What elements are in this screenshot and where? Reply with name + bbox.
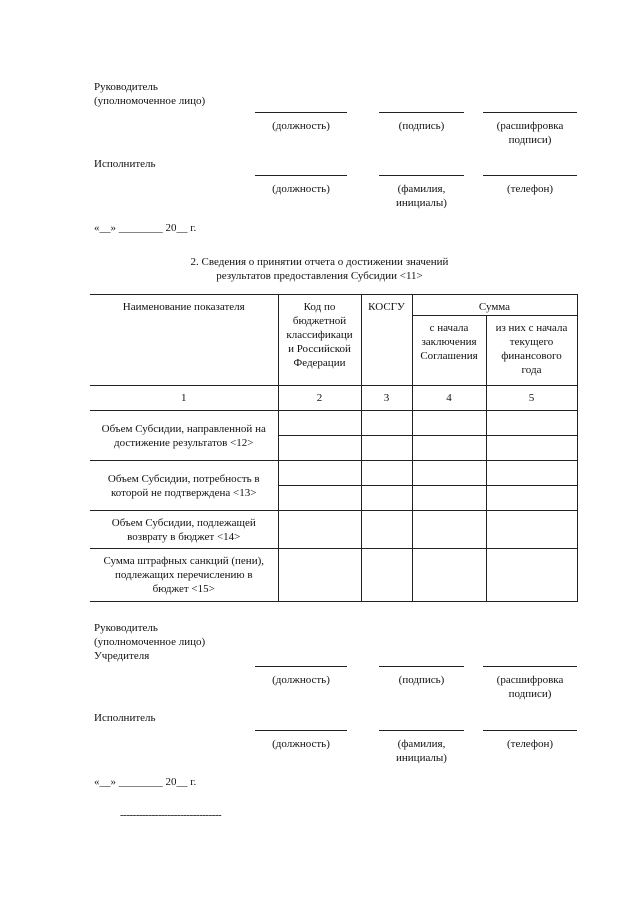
column-number-5: 5: [486, 386, 577, 411]
table-cell: [486, 436, 577, 461]
header-budget-code: Код по бюджетной классификаци и Российской Федерации: [278, 295, 361, 386]
caption-position: (должность): [272, 120, 330, 132]
table-row-label: Объем Субсидии, потребность в которой не подтверждена <13>: [90, 461, 278, 511]
table-row-label: Объем Субсидии, направленной на достижение результатов <12>: [90, 411, 278, 461]
executor-caption-phone: (телефон): [506, 183, 554, 195]
table-cell: [486, 511, 577, 549]
executor-line-position: [255, 730, 347, 731]
table-cell: [361, 549, 412, 602]
table-cell: [278, 436, 361, 461]
executor-label: Исполнитель: [94, 712, 156, 724]
executor-line-phone: [483, 175, 577, 176]
executor-line-phone: [483, 730, 577, 731]
header-indicator: Наименование показателя: [90, 295, 278, 386]
signature-line-signature: [379, 666, 464, 667]
report-table: [90, 294, 578, 602]
header-from-current-year: из них с начала текущего финансового года: [486, 316, 577, 386]
header-from-agreement-start: с начала заключения Соглашения: [412, 316, 486, 386]
table-cell: [278, 461, 361, 486]
table-cell: [412, 436, 486, 461]
date-line: «__» ________ 20__ г.: [94, 776, 197, 788]
header-sum: Сумма: [412, 295, 577, 316]
founder-head-label: Руководитель (уполномоченное лицо) Учредителя: [94, 622, 206, 662]
signature-line-position: [255, 112, 347, 113]
table-cell: [278, 511, 361, 549]
table-cell: [486, 461, 577, 486]
signature-line-signature: [379, 112, 464, 113]
executor-label: Исполнитель: [94, 158, 156, 170]
table-cell: [278, 549, 361, 602]
column-number-2: 2: [278, 386, 361, 411]
table-cell: [361, 411, 412, 436]
section-title: 2. Сведения о принятии отчета о достижении значений результатов предоставления Субсидии <11>: [190, 256, 449, 282]
executor-line-name: [379, 175, 464, 176]
signature-line-position: [255, 666, 347, 667]
head-label: Руководитель (уполномоченное лицо): [94, 81, 206, 107]
table-cell: [412, 411, 486, 436]
column-number-4: 4: [412, 386, 486, 411]
table-cell: [486, 411, 577, 436]
column-number-1: 1: [90, 386, 278, 411]
table-cell: [278, 411, 361, 436]
date-line: «__» ________ 20__ г.: [94, 222, 197, 234]
table-cell: [361, 436, 412, 461]
signature-line-decoding: [483, 666, 577, 667]
executor-caption-name: (фамилия, инициалы): [396, 183, 447, 209]
caption-signature-decoding: (расшифровка подписи): [496, 674, 564, 700]
header-kosgu: КОСГУ: [361, 295, 412, 386]
executor-line-position: [255, 175, 347, 176]
signature-line-decoding: [483, 112, 577, 113]
table-row-label: Сумма штрафных санкций (пени), подлежащих перечислению в бюджет <15>: [90, 549, 278, 602]
footnote-separator: --------------------------------: [120, 809, 222, 821]
table-cell: [412, 461, 486, 486]
column-number-3: 3: [361, 386, 412, 411]
table-row-label: Объем Субсидии, подлежащей возврату в бюджет <14>: [90, 511, 278, 549]
table-cell: [278, 486, 361, 511]
table-cell: [412, 486, 486, 511]
executor-caption-name: (фамилия, инициалы): [396, 738, 447, 764]
executor-caption-position: (должность): [272, 183, 330, 195]
executor-line-name: [379, 730, 464, 731]
caption-signature-decoding: (расшифровка подписи): [496, 120, 564, 146]
table-cell: [361, 486, 412, 511]
table-cell: [412, 511, 486, 549]
table-cell: [486, 549, 577, 602]
table-cell: [412, 549, 486, 602]
table-cell: [361, 511, 412, 549]
caption-signature: (подпись): [398, 674, 445, 686]
executor-caption-phone: (телефон): [506, 738, 554, 750]
table-cell: [361, 461, 412, 486]
executor-caption-position: (должность): [272, 738, 330, 750]
caption-position: (должность): [272, 674, 330, 686]
table-cell: [486, 486, 577, 511]
caption-signature: (подпись): [398, 120, 445, 132]
